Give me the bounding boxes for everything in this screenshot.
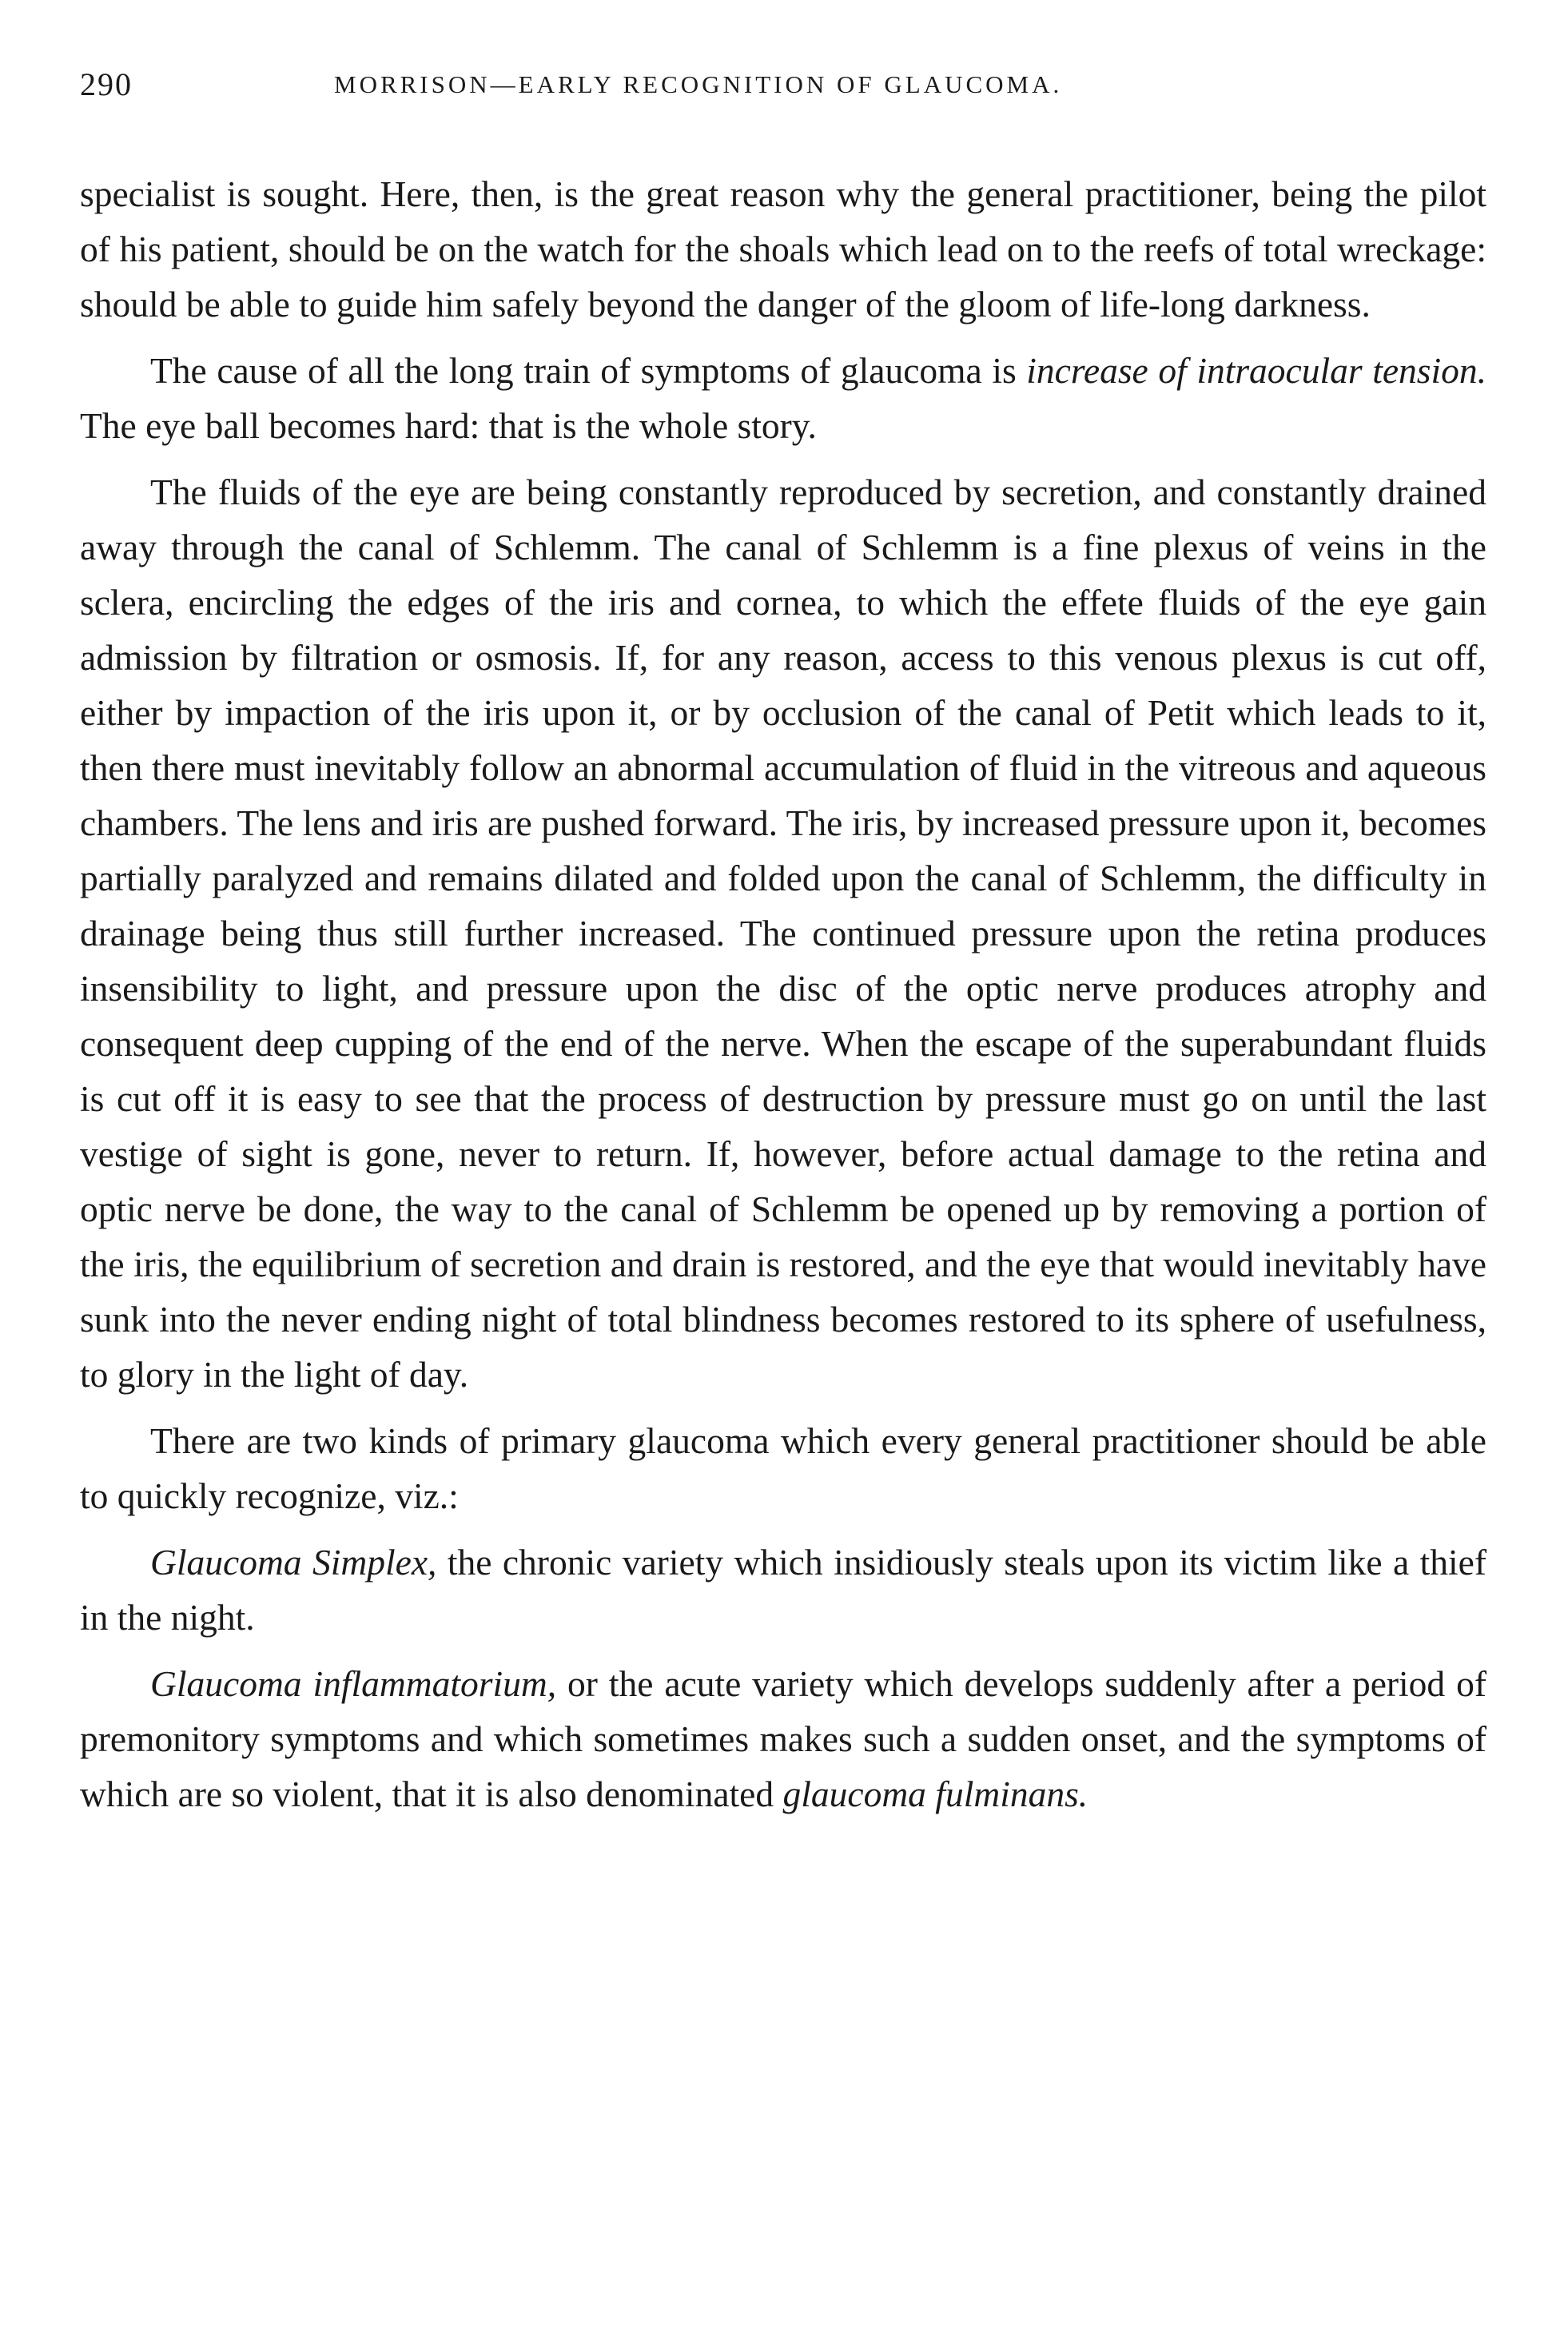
paragraph-glaucoma-inflammatorium bbox=[80, 1656, 1486, 1821]
emphasis-text: increase of intraocular tension. bbox=[1026, 350, 1487, 391]
body-text bbox=[80, 166, 1486, 1833]
paragraph-text: The cause of all the long train of symptoms of glaucoma is bbox=[150, 350, 1027, 391]
term-glaucoma-inflammatorium: Glaucoma inflammatorium, bbox=[150, 1663, 557, 1704]
term-glaucoma-simplex: Glaucoma Simplex, bbox=[150, 1542, 437, 1583]
paragraph-text: or the acute variety which develops suddenly after a period of premonitory symptoms and which sometimes makes such a sudden onset, and the symptoms of which are so violent, that it is also denominated bbox=[80, 1663, 1487, 1814]
paragraph-fluids bbox=[80, 464, 1486, 1402]
running-title: MORRISON—EARLY RECOGNITION OF GLAUCOMA. bbox=[334, 70, 1063, 98]
page-number: 290 bbox=[80, 66, 133, 102]
paragraph-two-kinds bbox=[80, 1413, 1486, 1523]
paragraph-text: The fluids of the eye are being constantly reproduced by secretion, and constantly drained away through the canal of Schlemm. The canal of Schlemm is a fine plexus of veins in the sclera, encircling the edges of the iris and cornea, to which the effete fluids of the eye gain admission by filtration or osmosis. If, for any reason, access to this venous plexus is cut off, either by impaction of the iris upon it, or by occlusion of the canal of Petit which leads to it, then there must inevitably follow an abnormal accumulation of fluid in the vitreous and aqueous chambers. The lens and iris are pushed forward. The iris, by increased pressure upon it, becomes partially paralyzed and remains dilated and folded upon the canal of Schlemm, the difficulty in drainage being thus still further increased. The continued pressure upon the retina produces insensibility to light, and pressure upon the disc of the optic nerve produces atrophy and consequent deep cupping of the end of the nerve. When the escape of the superabundant fluids is cut off it is easy to see that the process of destruction by pressure must go on until the last vestige of sight is gone, never to return. If, however, before actual damage to the retina and optic nerve be done, the way to the canal of Schlemm be opened up by removing a portion of the iris, the equilibrium of secretion and drain is restored, and the eye that would inevitably have sunk into the never ending night of total blindness becomes restored to its sphere of usefulness, to glory in the light of day. bbox=[80, 472, 1486, 1395]
paragraph-text: specialist is sought. Here, then, is the great reason why the general practitioner, being the pilot of his patient, should be on the watch for the shoals which lead on to the reefs of total wreckage: should be able to guide him safely beyond the danger of the gloom of life-long darkness. bbox=[80, 173, 1486, 324]
term-glaucoma-fulminans: glaucoma fulminans. bbox=[782, 1774, 1088, 1814]
paragraph-glaucoma-simplex bbox=[80, 1535, 1486, 1645]
paragraph-text: The eye ball becomes hard: that is the whole story. bbox=[80, 405, 817, 446]
paragraph-text: the chronic variety which insidiously steals upon its victim like a thief in the night. bbox=[80, 1542, 1486, 1638]
paragraph-text: There are two kinds of primary glaucoma which every general practitioner should be able to quickly recognize, viz.: bbox=[80, 1420, 1486, 1516]
running-head bbox=[80, 66, 1502, 113]
paragraph-specialist bbox=[80, 166, 1486, 332]
paragraph-cause bbox=[80, 343, 1486, 453]
